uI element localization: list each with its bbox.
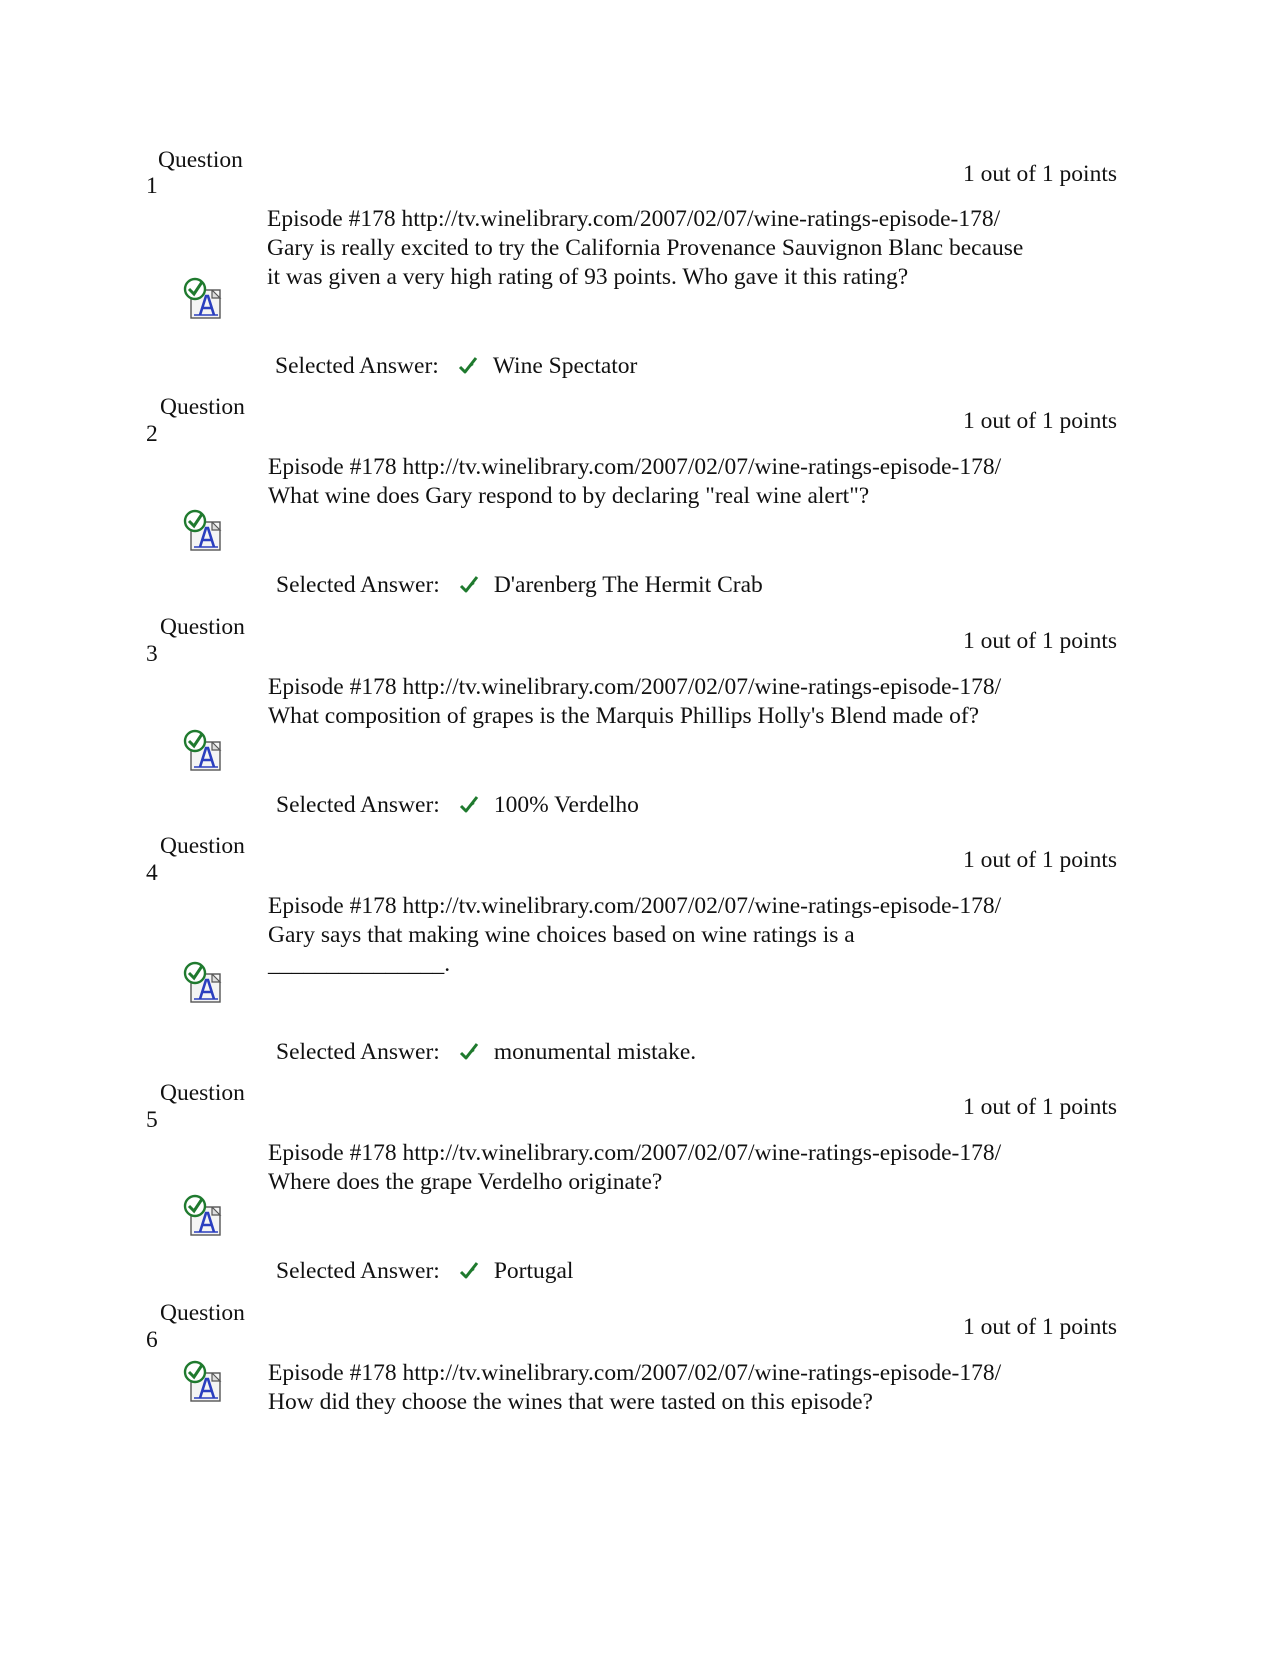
question-text-line: it was given a very high rating of 93 points. Who gave it this rating? bbox=[267, 264, 909, 290]
points-score: 1 out of 1 points bbox=[962, 628, 1117, 654]
question-text bbox=[268, 1359, 1058, 1417]
question-word: Question bbox=[160, 1300, 245, 1326]
selected-answer-value: monumental mistake. bbox=[493, 1039, 697, 1065]
selected-answer-row bbox=[276, 1038, 696, 1066]
green-check-icon bbox=[458, 1260, 480, 1280]
correct-answer-icon bbox=[183, 276, 223, 320]
selected-answer-row bbox=[275, 352, 637, 380]
selected-answer-label: Selected Answer: bbox=[276, 572, 440, 598]
question-text-line: How did they choose the wines that were tasted on this episode? bbox=[268, 1389, 873, 1415]
question-text-line: Episode #178 http://tv.winelibrary.com/2007/02/07/wine-ratings-episode-178/ bbox=[267, 206, 1001, 232]
question-text-line: Episode #178 http://tv.winelibrary.com/2007/02/07/wine-ratings-episode-178/ bbox=[268, 1360, 1002, 1386]
selected-answer-row bbox=[276, 571, 763, 599]
question-word: Question bbox=[160, 1080, 245, 1106]
correct-answer-icon bbox=[183, 728, 223, 772]
question-number: 3 bbox=[146, 641, 158, 667]
selected-answer-row bbox=[276, 791, 639, 819]
question-text bbox=[267, 205, 1057, 292]
question-text bbox=[268, 1139, 1058, 1197]
question-text-line: Where does the grape Verdelho originate? bbox=[268, 1169, 663, 1195]
question-text-line: _______________. bbox=[268, 951, 451, 977]
green-check-icon bbox=[458, 794, 480, 814]
question-number: 5 bbox=[146, 1107, 158, 1133]
correct-answer-icon bbox=[183, 1193, 223, 1237]
question-text bbox=[268, 453, 1058, 511]
selected-answer-value: 100% Verdelho bbox=[493, 792, 639, 818]
question-text-line: Episode #178 http://tv.winelibrary.com/2007/02/07/wine-ratings-episode-178/ bbox=[268, 674, 1002, 700]
selected-answer-value: Portugal bbox=[493, 1258, 574, 1284]
question-text bbox=[268, 892, 1058, 979]
question-text-line: Episode #178 http://tv.winelibrary.com/2007/02/07/wine-ratings-episode-178/ bbox=[268, 893, 1002, 919]
points-score: 1 out of 1 points bbox=[962, 1314, 1117, 1340]
question-word: Question bbox=[160, 614, 245, 640]
correct-answer-icon bbox=[183, 960, 223, 1004]
question-word: Question bbox=[160, 833, 245, 859]
points-score: 1 out of 1 points bbox=[962, 1094, 1117, 1120]
question-number: 4 bbox=[146, 860, 158, 886]
question-text-line: Episode #178 http://tv.winelibrary.com/2007/02/07/wine-ratings-episode-178/ bbox=[268, 1140, 1002, 1166]
selected-answer-label: Selected Answer: bbox=[276, 792, 440, 818]
green-check-icon bbox=[457, 355, 479, 375]
question-number: 6 bbox=[146, 1327, 158, 1353]
question-text bbox=[268, 673, 1058, 731]
selected-answer-row bbox=[276, 1257, 573, 1285]
question-text-line: What composition of grapes is the Marquis Phillips Holly's Blend made of? bbox=[268, 703, 980, 729]
question-word: Question bbox=[160, 394, 245, 420]
question-text-line: Episode #178 http://tv.winelibrary.com/2007/02/07/wine-ratings-episode-178/ bbox=[268, 454, 1002, 480]
question-word: Question bbox=[158, 147, 243, 173]
selected-answer-label: Selected Answer: bbox=[275, 353, 439, 379]
question-text-line: What wine does Gary respond to by declaring "real wine alert"? bbox=[268, 483, 870, 509]
question-number: 2 bbox=[146, 421, 158, 447]
selected-answer-value: Wine Spectator bbox=[492, 353, 638, 379]
selected-answer-label: Selected Answer: bbox=[276, 1258, 440, 1284]
points-score: 1 out of 1 points bbox=[962, 847, 1117, 873]
selected-answer-label: Selected Answer: bbox=[276, 1039, 440, 1065]
question-text-line: Gary says that making wine choices based on wine ratings is a bbox=[268, 922, 855, 948]
points-score: 1 out of 1 points bbox=[962, 161, 1117, 187]
green-check-icon bbox=[458, 1041, 480, 1061]
correct-answer-icon bbox=[183, 508, 223, 552]
green-check-icon bbox=[458, 574, 480, 594]
question-text-line: Gary is really excited to try the California Provenance Sauvignon Blanc because bbox=[267, 235, 1024, 261]
points-score: 1 out of 1 points bbox=[962, 408, 1117, 434]
selected-answer-value: D'arenberg The Hermit Crab bbox=[493, 572, 763, 598]
correct-answer-icon bbox=[183, 1359, 223, 1403]
question-number: 1 bbox=[146, 173, 158, 199]
